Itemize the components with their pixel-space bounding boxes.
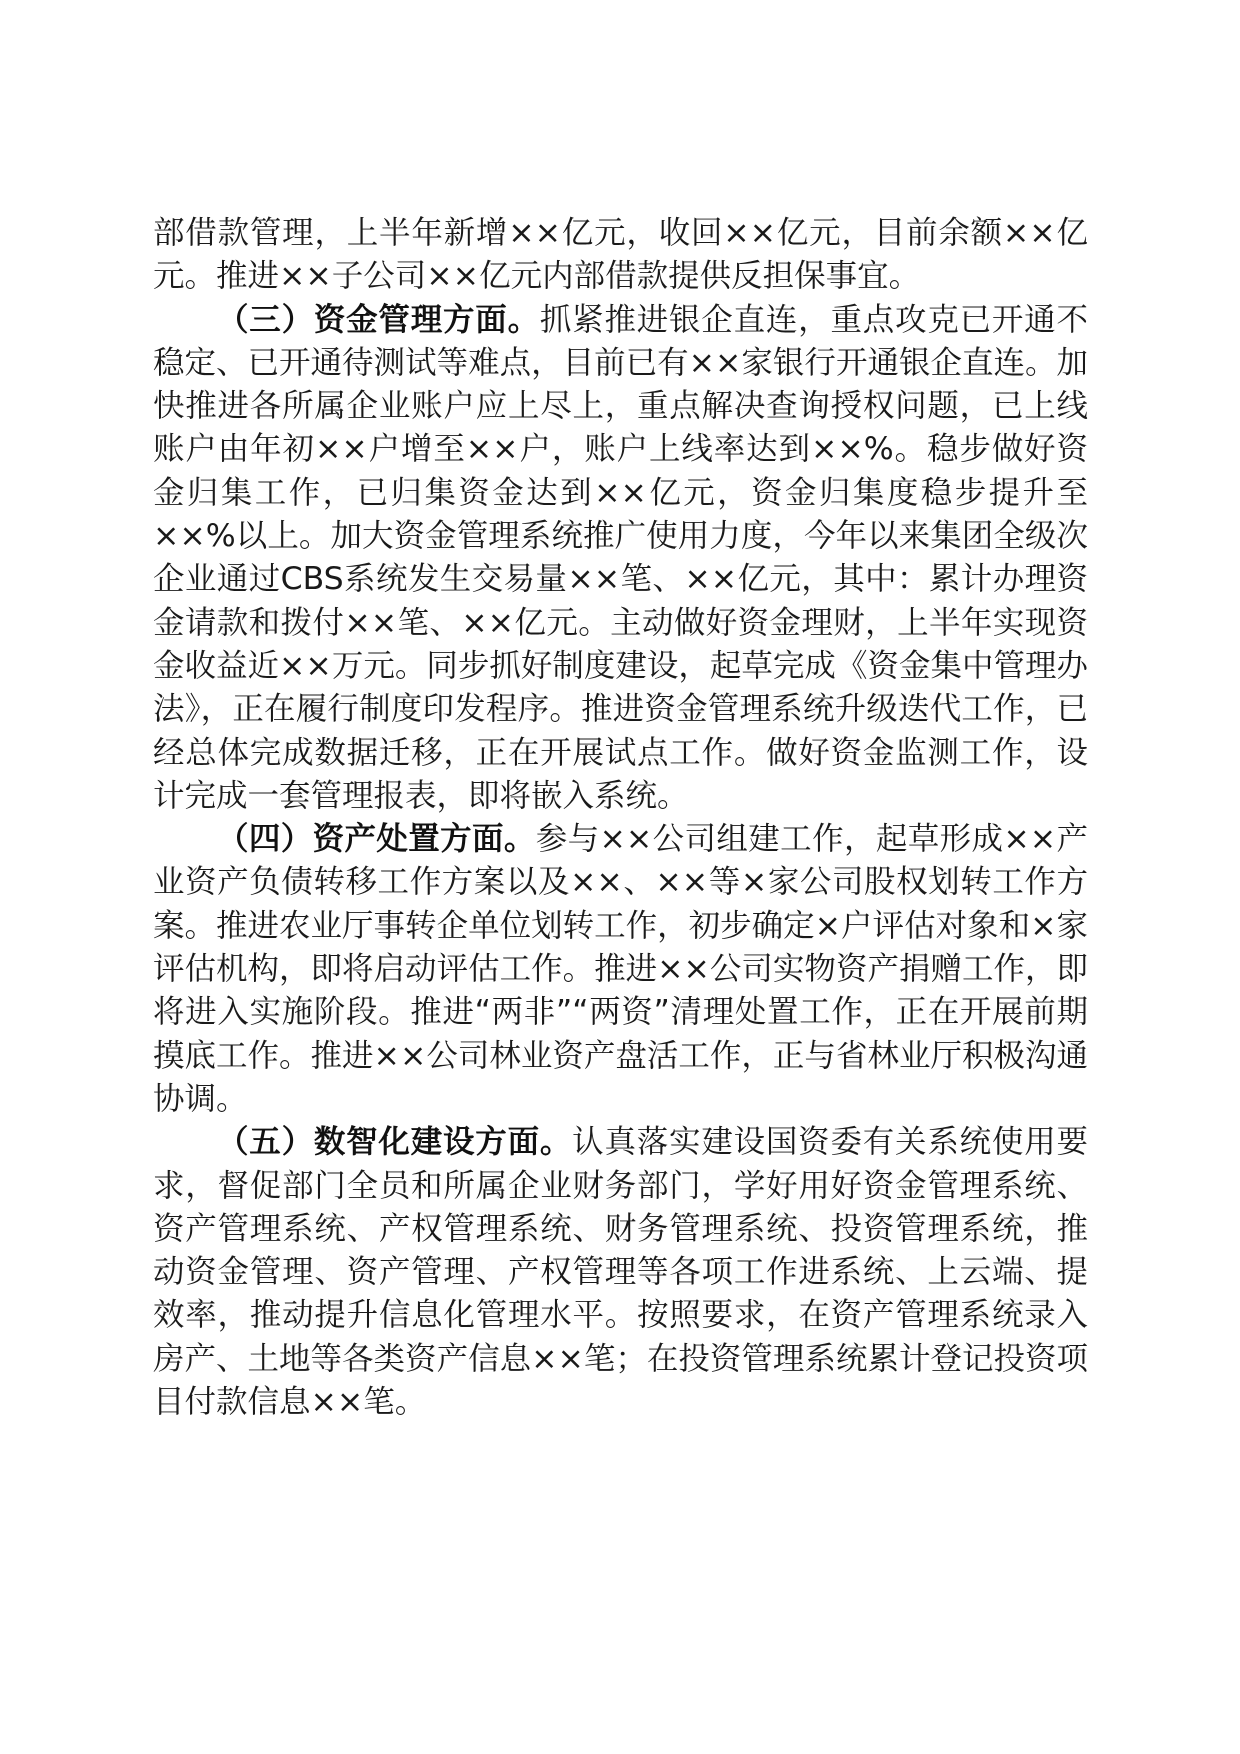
paragraph-text: 部借款管理，上半年新增××亿元，收回××亿元，目前余额××亿元。推进××子公司××亿元内部借款提供反担保事宜。 (153, 215, 1088, 295)
paragraph-digital-construction (153, 1121, 1088, 1424)
section-heading-asset-disposal: （四）资产处置方面。 (217, 821, 536, 858)
paragraph-text: 抓紧推进银企直连，重点攻克已开通不稳定、已开通待测试等难点，目前已有××家银行开通银企直连。加快推进各所属企业账户应上尽上，重点解决查询授权问题，已上线账户由年初××户增至××户，账户上线率达到××%。稳步做好资金归集工作，已归集资金达到××亿元，资金归集度稳步提升至××%以上。加大资金管理系统推广使用力度，今年以来集团全级次企业通过CBS系统发生交易量××笔、××亿元，其中：累计办理资金请款和拨付××笔、××亿元。主动做好资金理财，上半年实现资金收益近××万元。同步抓好制度建设，起草完成《资金集中管理办法》，正在履行制度印发程序。推进资金管理系统升级迭代工作，已经总体完成数据迁移，正在开展试点工作。做好资金监测工作，设计完成一套管理报表，即将嵌入系统。 (153, 301, 1088, 814)
section-heading-digital-construction: （五）数智化建设方面。 (217, 1124, 573, 1161)
paragraph-text: 参与××公司组建工作，起草形成××产业资产负债转移工作方案以及××、××等×家公司股权划转工作方案。推进农业厅事转企单位划转工作，初步确定×户评估对象和×家评估机构，即将启动评估工作。推进××公司实物资产捐赠工作，即将进入实施阶段。推进“两非”“两资”清理处置工作，正在开展前期摸底工作。推进××公司林业资产盘活工作，正与省林业厅积极沟通协调。 (153, 821, 1088, 1117)
paragraph-fund-management (153, 299, 1088, 819)
paragraph-asset-disposal (153, 818, 1088, 1121)
paragraph-borrowing-continued (153, 212, 1088, 299)
section-heading-fund-management: （三）资金管理方面。 (217, 301, 540, 338)
document-body (153, 212, 1088, 1424)
paragraph-text: 认真落实建设国资委有关系统使用要求，督促部门全员和所属企业财务部门，学好用好资金管理系统、资产管理系统、产权管理系统、财务管理系统、投资管理系统，推动资金管理、资产管理、产权管理等各项工作进系统、上云端、提效率，推动提升信息化管理水平。按照要求，在资产管理系统录入房产、土地等各类资产信息××笔；在投资管理系统累计登记投资项目付款信息××笔。 (153, 1124, 1088, 1421)
